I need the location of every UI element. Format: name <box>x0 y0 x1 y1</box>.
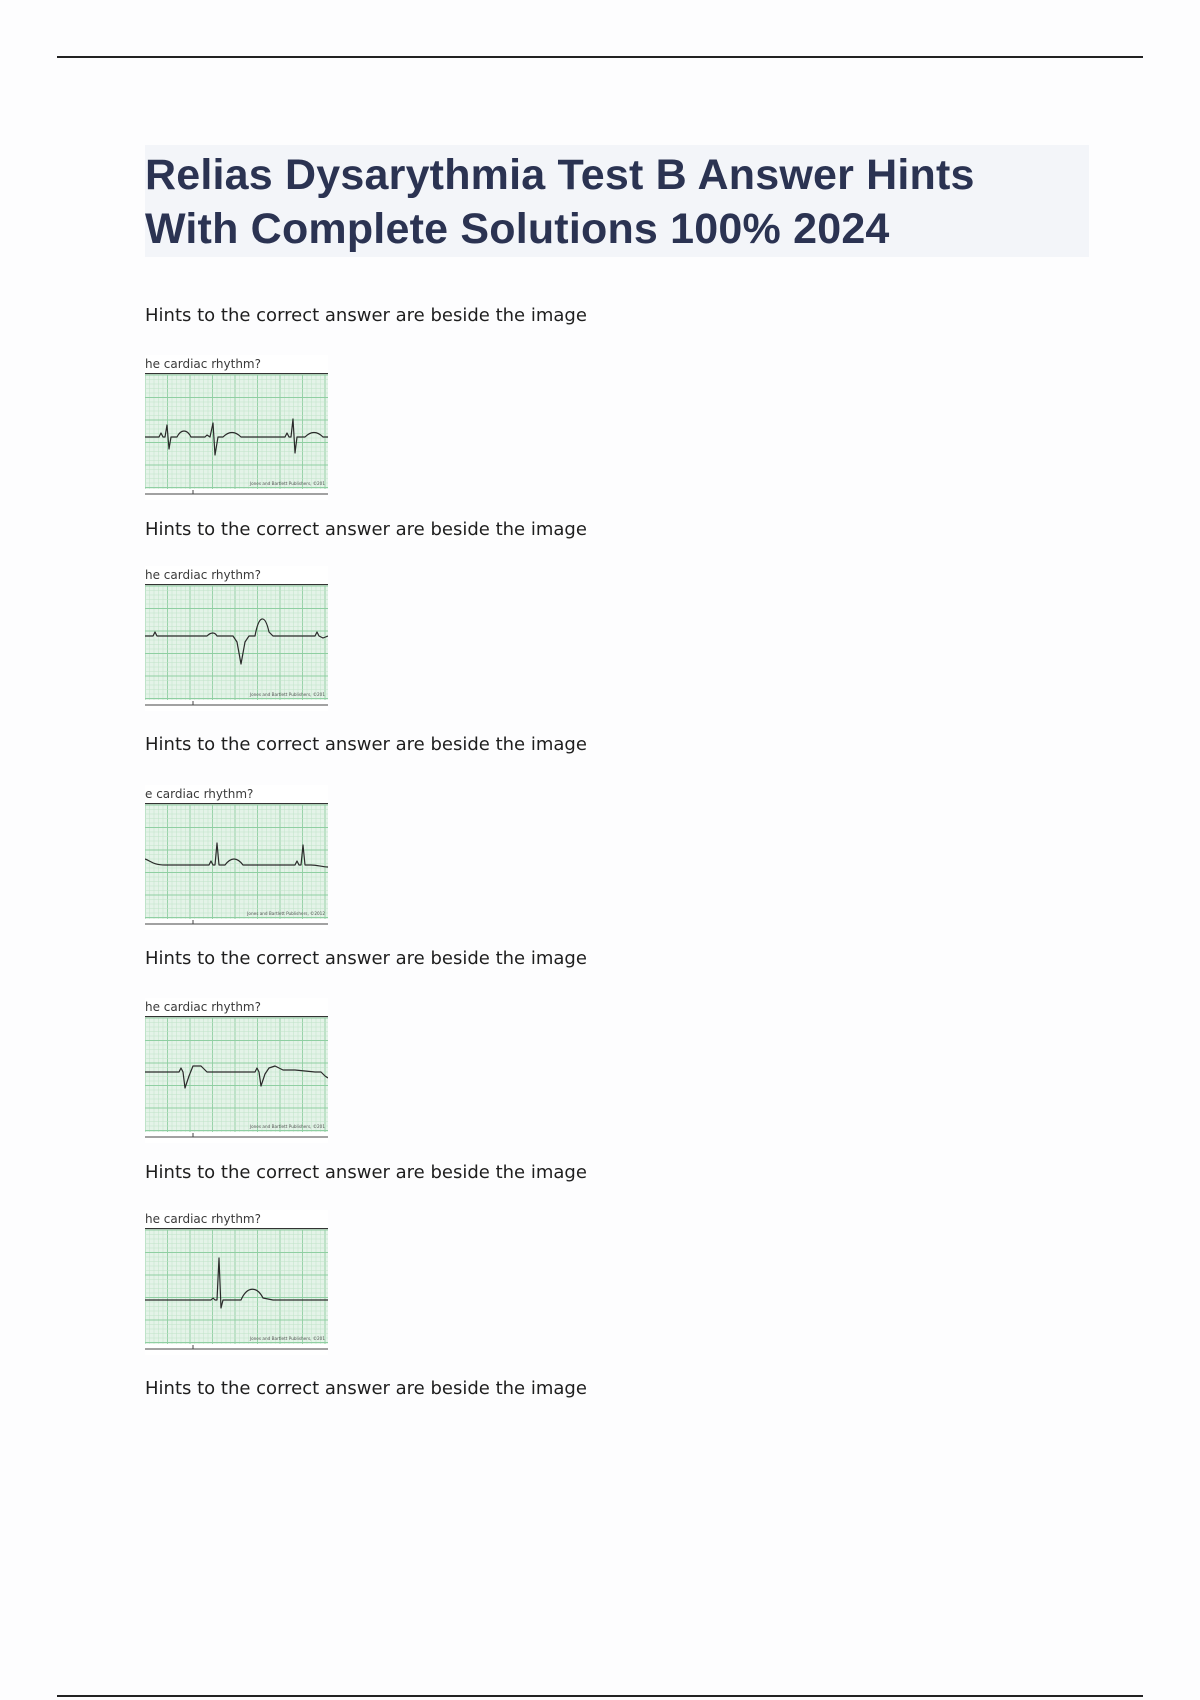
hint-text: Hints to the correct answer are beside the image <box>145 1162 587 1183</box>
document-title-box <box>145 145 1089 257</box>
hint-text: Hints to the correct answer are beside the image <box>145 1378 587 1399</box>
ecg-credit-text: Jones and Bartlett Publishers, ©201 <box>249 1336 325 1341</box>
ecg-grid-background <box>145 375 328 489</box>
hint-text: Hints to the correct answer are beside the image <box>145 305 587 326</box>
ecg-question-caption: he cardiac rhythm? <box>145 1000 261 1014</box>
hint-text: Hints to the correct answer are beside the image <box>145 734 587 755</box>
ecg-question-caption: he cardiac rhythm? <box>145 568 261 582</box>
ecg-strip-graphic <box>145 803 328 930</box>
ecg-strip-image <box>145 1210 328 1355</box>
footer-rule <box>57 1695 1143 1697</box>
ecg-strip-graphic <box>145 373 328 500</box>
ecg-grid-background <box>145 805 328 919</box>
ecg-credit-text: Jones and Bartlett Publishers, ©201 <box>249 481 325 486</box>
ecg-strip-image <box>145 998 328 1143</box>
ecg-credit-text: Jones and Bartlett Publishers, ©201 <box>249 1124 325 1129</box>
ecg-strip-image <box>145 785 328 930</box>
ecg-strip-image <box>145 355 328 500</box>
ecg-question-caption: he cardiac rhythm? <box>145 1212 261 1226</box>
ecg-credit-text: Jones and Bartlett Publishers, ©201 <box>249 692 325 697</box>
hint-text: Hints to the correct answer are beside the image <box>145 948 587 969</box>
ecg-question-caption: he cardiac rhythm? <box>145 357 261 371</box>
document-title-line-2: With Complete Solutions 100% 2024 <box>145 205 890 253</box>
ecg-strip-graphic <box>145 584 328 711</box>
hint-text: Hints to the correct answer are beside the image <box>145 519 587 540</box>
ecg-strip-image <box>145 566 328 711</box>
ecg-question-caption: e cardiac rhythm? <box>145 787 254 801</box>
ecg-grid-background <box>145 1230 328 1344</box>
document-title-line-1: Relias Dysarythmia Test B Answer Hints <box>145 151 975 199</box>
ecg-grid-background <box>145 586 328 700</box>
ecg-strip-graphic <box>145 1228 328 1355</box>
ecg-strip-graphic <box>145 1016 328 1143</box>
ecg-credit-text: Jones and Bartlett Publishers, ©2012 <box>247 911 325 916</box>
ecg-grid-background <box>145 1018 328 1132</box>
header-rule <box>57 56 1143 58</box>
